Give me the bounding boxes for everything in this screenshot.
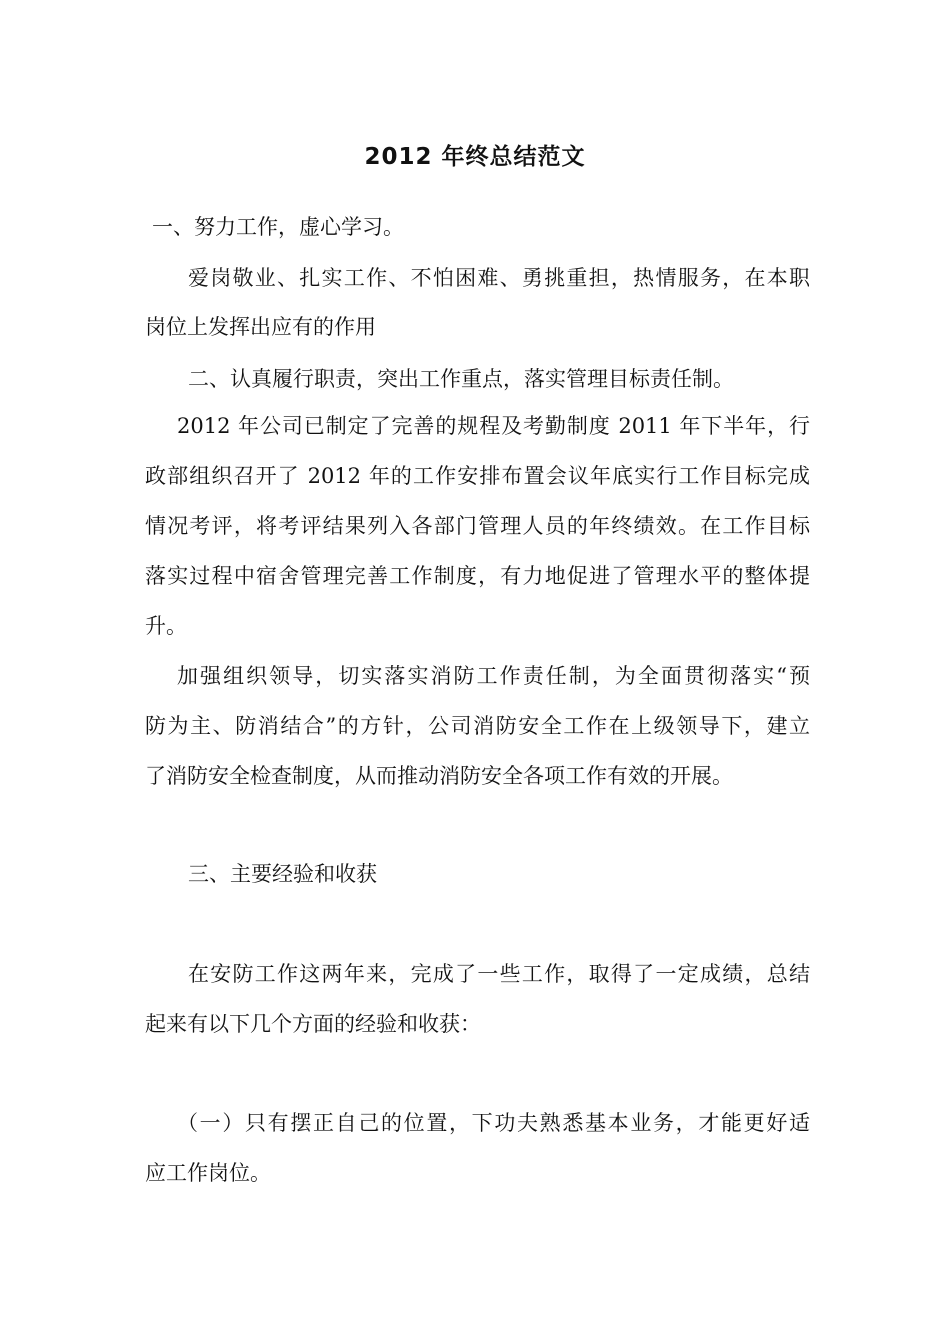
paragraph-line: 加强组织领导，切实落实消防工作责任制，为全面贯彻落实“预 [177,664,810,688]
paragraph-line: 岗位上发挥出应有的作用 [145,315,376,339]
paragraph-line: （一）只有摆正自己的位置，下功夫熟悉基本业务，才能更好适 [177,1111,810,1135]
paragraph-line: 情况考评，将考评结果列入各部门管理人员的年终绩效。在工作目标 [145,514,810,538]
paragraph-line: 了消防安全检查制度，从而推动消防安全各项工作有效的开展。 [145,764,733,788]
section-heading-2: 二、认真履行职责，突出工作重点，落实管理目标责任制。 [188,367,734,391]
paragraph-line: 起来有以下几个方面的经验和收获： [145,1012,481,1036]
paragraph-line: 政部组织召开了 2012 年的工作安排布置会议年底实行工作目标完成 [145,464,810,488]
section-heading-3: 三、主要经验和收获 [188,862,377,886]
paragraph-line: 升。 [145,614,187,638]
paragraph-line: 落实过程中宿舍管理完善工作制度，有力地促进了管理水平的整体提 [145,564,810,588]
paragraph-line: 应工作岗位。 [145,1161,271,1185]
paragraph-line: 爱岗敬业、扎实工作、不怕困难、勇挑重担，热情服务，在本职 [188,266,810,290]
section-heading-1: 一、努力工作，虚心学习。 [152,215,404,239]
document-title: 2012 年终总结范文 [364,144,586,170]
paragraph-line: 在安防工作这两年来，完成了一些工作，取得了一定成绩，总结 [188,962,810,986]
paragraph-line: 防为主、防消结合”的方针，公司消防安全工作在上级领导下，建立 [145,714,810,738]
paragraph-line: 2012 年公司已制定了完善的规程及考勤制度 2011 年下半年，行 [177,414,810,438]
